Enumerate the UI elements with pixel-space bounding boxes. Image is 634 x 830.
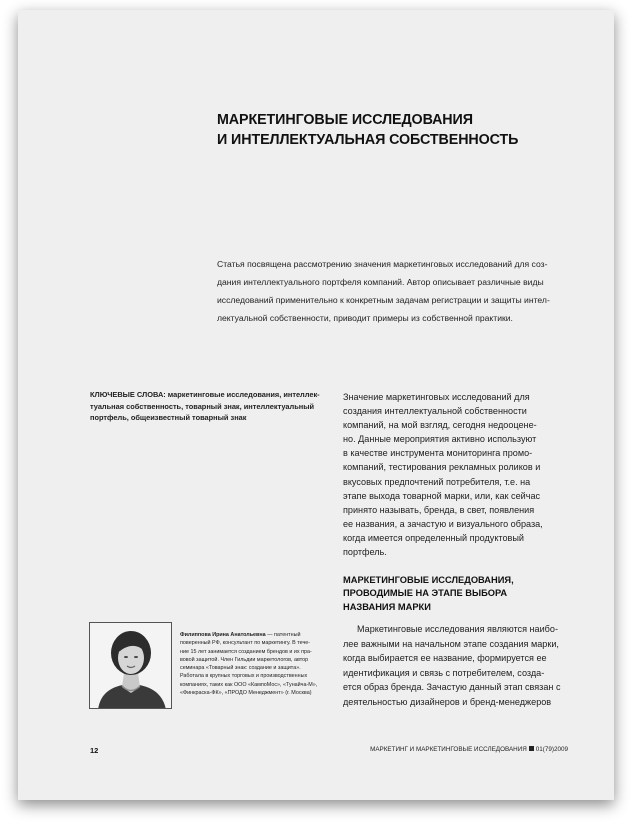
author-bio-line: «Финкраска-ФК», «ПРОДО Менеджмент» (г. Москва)	[180, 690, 312, 697]
body-line: Значение маркетинговых исследований для	[343, 392, 530, 402]
issue-number: 01(79)2009	[535, 746, 568, 753]
running-footer	[370, 746, 568, 753]
body-line: лее важными на начальном этапе создания марки,	[343, 638, 559, 649]
body-line: в качестве инструмента мониторинга промо-	[343, 448, 533, 459]
body-line: компаний, на мой взгляд, сегодня недооцене-	[343, 420, 537, 431]
body-line: Маркетинговые исследования являются наибо-	[357, 624, 558, 634]
author-bio-line: ние 15 лет занимается созданием брендов и их пра-	[180, 648, 312, 655]
author-bio-line: вовой защитой. Член Гильдии маркетологов, автор	[180, 656, 309, 663]
article-body-intro	[343, 390, 603, 559]
body-line: но. Данные мероприятия активно используют	[343, 434, 537, 445]
body-line: компаний, тестирования рекламных роликов и	[343, 462, 541, 473]
abstract-line: Статья посвящена рассмотрению значения маркетинговых исследований для соз-	[217, 259, 548, 269]
abstract-line: лектуальной собственности, приводит примеры из собственной практики.	[217, 313, 513, 323]
keywords-line: туальная собственность, товарный знак, интеллектуальный	[90, 401, 315, 411]
body-line: идентификация и связь с потребителем, созда-	[343, 667, 545, 678]
separator-square-icon	[529, 746, 534, 751]
body-line: ется образ бренда. Зачастую данный этап связан с	[343, 682, 561, 693]
heading-line: МАРКЕТИНГОВЫЕ ИССЛЕДОВАНИЯ,	[343, 575, 514, 585]
author-bio-start: — патентный	[265, 632, 301, 638]
body-line: создания интеллектуальной собственности	[343, 406, 527, 417]
heading-line: НАЗВАНИЯ МАРКИ	[343, 601, 431, 612]
body-line: ее названия, а зачастую и визуального образа,	[343, 518, 543, 529]
author-bio-line: поверенный РФ, консультант по маркетингу. В тече-	[180, 640, 311, 647]
title-line: МАРКЕТИНГОВЫЕ ИССЛЕДОВАНИЯ	[217, 112, 473, 128]
section-heading	[343, 574, 603, 614]
body-line: деятельностью дизайнеров и бренд-менеджеров	[343, 696, 552, 707]
author-bio-line: компаниях, таких как ООО «КампоМос», «Тунайча-М»,	[180, 681, 318, 688]
body-line: портфель.	[343, 547, 387, 558]
title-line: И ИНТЕЛЛЕКТУАЛЬНАЯ СОБСТВЕННОСТЬ	[217, 132, 519, 148]
heading-line: ПРОВОДИМЫЕ НА ЭТАПЕ ВЫБОРА	[343, 588, 508, 599]
page-number: 12	[90, 746, 99, 755]
keywords-block	[90, 389, 336, 424]
body-line: когда имеется определенный продуктовый	[343, 532, 524, 543]
abstract-line: исследований применительно к конкретным задачам регистрации и защиты интел-	[217, 295, 550, 305]
keywords-line: портфель, общеизвестный товарный знак	[90, 413, 247, 422]
article-abstract	[217, 255, 589, 327]
journal-name: МАРКЕТИНГ И МАРКЕТИНГОВЫЕ ИССЛЕДОВАНИЯ	[370, 746, 527, 753]
body-line: этапе выхода товарной марки, или, как сейчас	[343, 490, 541, 501]
article-title	[217, 110, 597, 150]
author-bio-line: Работала в крупных торговых и производственных	[180, 673, 308, 680]
author-bio	[180, 631, 335, 697]
body-line: принято называть, бренда, в свет, появления	[343, 504, 535, 515]
abstract-line: дания интеллектуального портфеля компаний. Автор описывает различные виды	[217, 277, 544, 287]
body-line: вкусовых предпочтений потребителя, т.е. на	[343, 476, 531, 487]
article-body-section	[343, 622, 603, 710]
keywords-line: КЛЮЧЕВЫЕ СЛОВА: маркетинговые исследования, интеллек-	[90, 390, 320, 399]
author-photo	[89, 622, 172, 709]
magazine-page	[18, 10, 614, 800]
author-bio-line: семинара «Товарный знак: создание и защита».	[180, 665, 301, 672]
author-name: Филиппова Ирина Анатольевна	[180, 632, 266, 638]
body-line: когда выбирается ее название, формируется ее	[343, 653, 547, 664]
author-portrait-image	[90, 623, 172, 709]
